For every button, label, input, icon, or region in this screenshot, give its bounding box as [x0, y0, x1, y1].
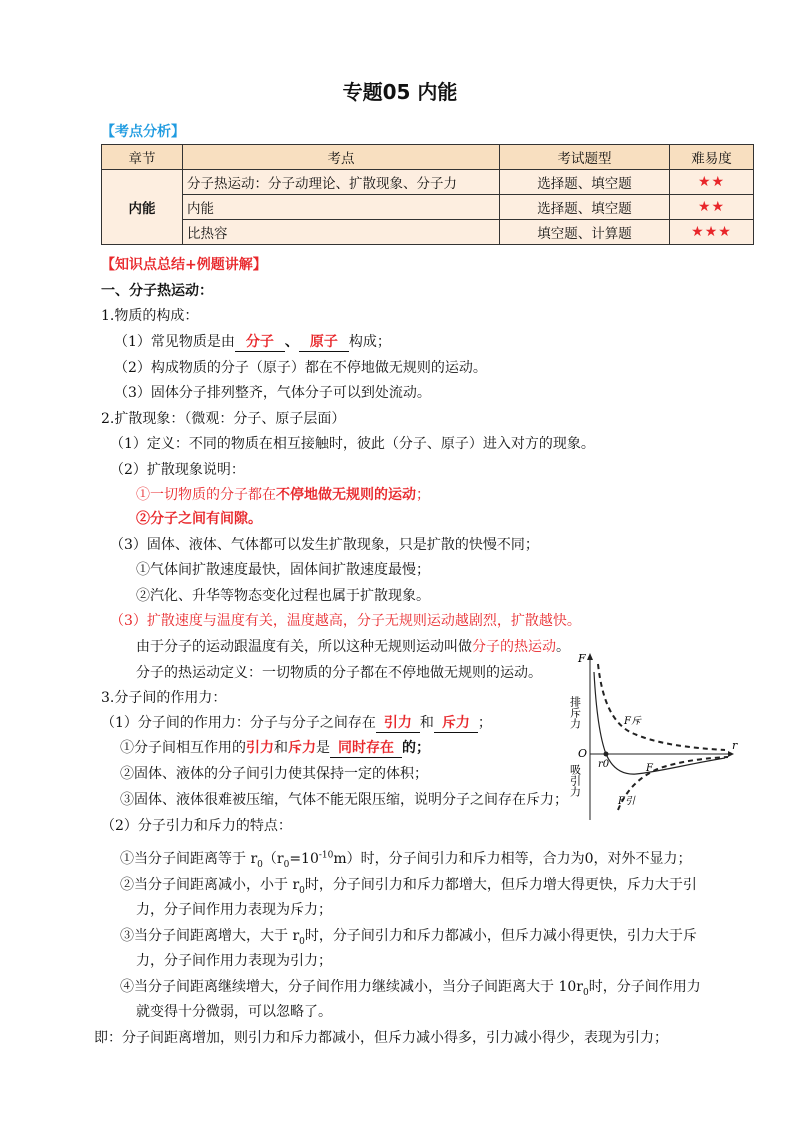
text-span: ； — [416, 487, 430, 503]
text-line — [120, 737, 430, 758]
difficulty-stars: ★★★ — [670, 220, 754, 245]
text-line — [136, 484, 430, 504]
answer-blank: 分子 — [235, 331, 285, 352]
repulsive-force-label: F斥 — [624, 716, 641, 727]
text-line — [101, 712, 492, 733]
attractive-force-label: F引 — [618, 796, 635, 807]
r0-label: r0 — [598, 759, 610, 770]
header-difficulty: 难易度 — [670, 145, 754, 170]
resultant-force-curve — [594, 672, 725, 774]
point-cell: 内能 — [183, 195, 500, 220]
text-span: ①当分子间距离等于 r — [120, 851, 258, 867]
r0-point — [604, 752, 609, 757]
text-line: ③固体、液体很难被压缩，气体不能无限压缩，说明分子之间存在斥力； — [120, 792, 568, 808]
type-cell: 选择题、填空题 — [500, 195, 670, 220]
part-heading: 一、分子热运动： — [101, 283, 213, 299]
repulsive-force-curve — [598, 664, 725, 750]
answer-blank: 引力 — [376, 712, 420, 733]
text-span: m）时，分子间引力和斥力相等，合力为0，对外不显力； — [333, 851, 692, 867]
text-span: -10 — [318, 850, 334, 861]
text-span: ②当分子间距离减小，小于 r — [120, 877, 300, 893]
table-header-row — [102, 145, 754, 170]
text-span: 。 — [556, 639, 570, 655]
text-line — [120, 925, 697, 947]
text-span: 0 — [299, 885, 305, 896]
repulsion-axis-label: 排斥力 — [568, 696, 582, 729]
molecular-force-graph — [560, 650, 750, 828]
text-line: （1）定义：不同的物质在相互接触时，彼此（分子、原子）进入对方的现象。 — [110, 436, 595, 452]
text-line — [136, 636, 570, 656]
text-span: 0 — [582, 987, 589, 998]
text-line: ②分子之间有间隙。 — [136, 511, 262, 527]
text-span: 时，分子间引力和斥力都减小，但斥力减小得更快，引力大于斥 — [304, 928, 697, 944]
text-span: 引力 — [246, 740, 274, 756]
text-line: （3）固体、液体、气体都可以发生扩散现象，只是扩散的快慢不同； — [110, 537, 539, 553]
text-span: ①一切物质的分子都在 — [136, 487, 276, 503]
text-line: 即：分子间距离增加，则引力和斥力都减小，但斥力减小得多，引力减小得少，表现为引力； — [94, 1030, 668, 1046]
text-line — [114, 331, 391, 352]
text-span: ①分子间相互作用的 — [120, 740, 246, 756]
resultant-force-label: F — [646, 763, 653, 774]
text-span: 、 — [284, 334, 299, 350]
subsection-heading: 3.分子间的作用力： — [101, 690, 227, 706]
text-span: 和 — [419, 715, 434, 731]
subsection-heading: 1.物质的构成： — [101, 308, 199, 324]
x-axis-label: r — [732, 739, 738, 752]
y-axis-arrow — [587, 653, 593, 660]
section-analysis-heading: 【考点分析】 — [101, 124, 185, 140]
text-span: 0 — [283, 859, 290, 870]
text-line: ②固体、液体的分子间引力使其保持一定的体积； — [120, 766, 428, 782]
page-title: 专题05 内能 — [342, 80, 458, 104]
text-line — [120, 874, 697, 896]
text-span: （r — [262, 851, 284, 867]
text-span: 斥力 — [288, 740, 316, 756]
exam-points-table — [101, 144, 754, 245]
text-line: （2）构成物质的分子（原子）都在不停地做无规则的运动。 — [114, 360, 487, 376]
text-span: 0 — [299, 936, 305, 947]
table-row — [102, 195, 754, 220]
attraction-axis-label: 吸引力 — [568, 764, 582, 797]
answer-blank: 斥力 — [434, 712, 478, 733]
text-span: 由于分子的运动跟温度有关，所以这种无规则运动叫做 — [136, 639, 472, 655]
text-span: 构成； — [348, 334, 391, 350]
text-span: 分子的热运动 — [472, 639, 556, 655]
text-line: ①气体间扩散速度最快，固体间扩散速度最慢； — [136, 562, 430, 578]
text-line: 力，分子间作用力表现为斥力； — [136, 902, 332, 918]
text-span: ； — [477, 715, 492, 731]
text-span: =10 — [289, 851, 319, 867]
header-chapter: 章节 — [102, 145, 183, 170]
header-point: 考点 — [183, 145, 500, 170]
text-span: 的； — [402, 740, 430, 756]
text-line: （3）固体分子排列整齐，气体分子可以到处流动。 — [114, 385, 431, 401]
text-line: 力，分子间作用力表现为引力； — [136, 953, 332, 969]
difficulty-stars: ★★ — [670, 195, 754, 220]
table-row — [102, 220, 754, 245]
text-line: （2）扩散现象说明： — [110, 462, 245, 478]
text-span: 是 — [316, 740, 330, 756]
point-cell: 分子热运动：分子动理论、扩散现象、分子力 — [183, 170, 500, 195]
point-cell: 比热容 — [183, 220, 500, 245]
text-line: （3）扩散速度与温度有关，温度越高，分子无规则运动越剧烈，扩散越快。 — [110, 613, 581, 629]
answer-blank: 同时存在 — [330, 737, 402, 758]
text-span: 和 — [274, 740, 288, 756]
text-line: 就变得十分微弱，可以忽略了。 — [136, 1004, 332, 1020]
origin-label: O — [578, 747, 588, 760]
text-line: 分子的热运动定义：一切物质的分子都在不停地做无规则的运动。 — [136, 665, 542, 681]
type-cell: 填空题、计算题 — [500, 220, 670, 245]
text-line: ②汽化、升华等物态变化过程也属于扩散现象。 — [136, 588, 430, 604]
subsection-heading: 2.扩散现象：（微观：分子、原子层面） — [101, 411, 346, 427]
y-axis-label: F — [578, 652, 586, 665]
difficulty-stars: ★★ — [670, 170, 754, 195]
text-span: 0 — [257, 859, 263, 870]
text-line — [120, 848, 692, 870]
text-span: （1）常见物质是由 — [114, 334, 235, 350]
table-row — [102, 170, 754, 195]
text-line: （2）分子引力和斥力的特点： — [101, 818, 292, 834]
section-summary-heading: 【知识点总结+例题讲解】 — [101, 257, 267, 273]
chapter-cell: 内能 — [102, 170, 183, 245]
type-cell: 选择题、填空题 — [500, 170, 670, 195]
header-type: 考试题型 — [500, 145, 670, 170]
text-line — [120, 976, 701, 998]
answer-blank: 原子 — [299, 331, 349, 352]
text-span: 时，分子间引力和斥力都增大，但斥力增大得更快，斥力大于引 — [304, 877, 697, 893]
text-span: ③当分子间距离增大，大于 r — [120, 928, 300, 944]
text-span: ④当分子间距离继续增大，分子间作用力继续减小，当分子间距离大于 10r — [120, 979, 583, 995]
text-span: 不停地做无规则的运动 — [276, 487, 416, 503]
text-span: （1）分子间的作用力：分子与分子之间存在 — [101, 715, 376, 731]
text-span: 时，分子间作用力 — [588, 979, 701, 995]
